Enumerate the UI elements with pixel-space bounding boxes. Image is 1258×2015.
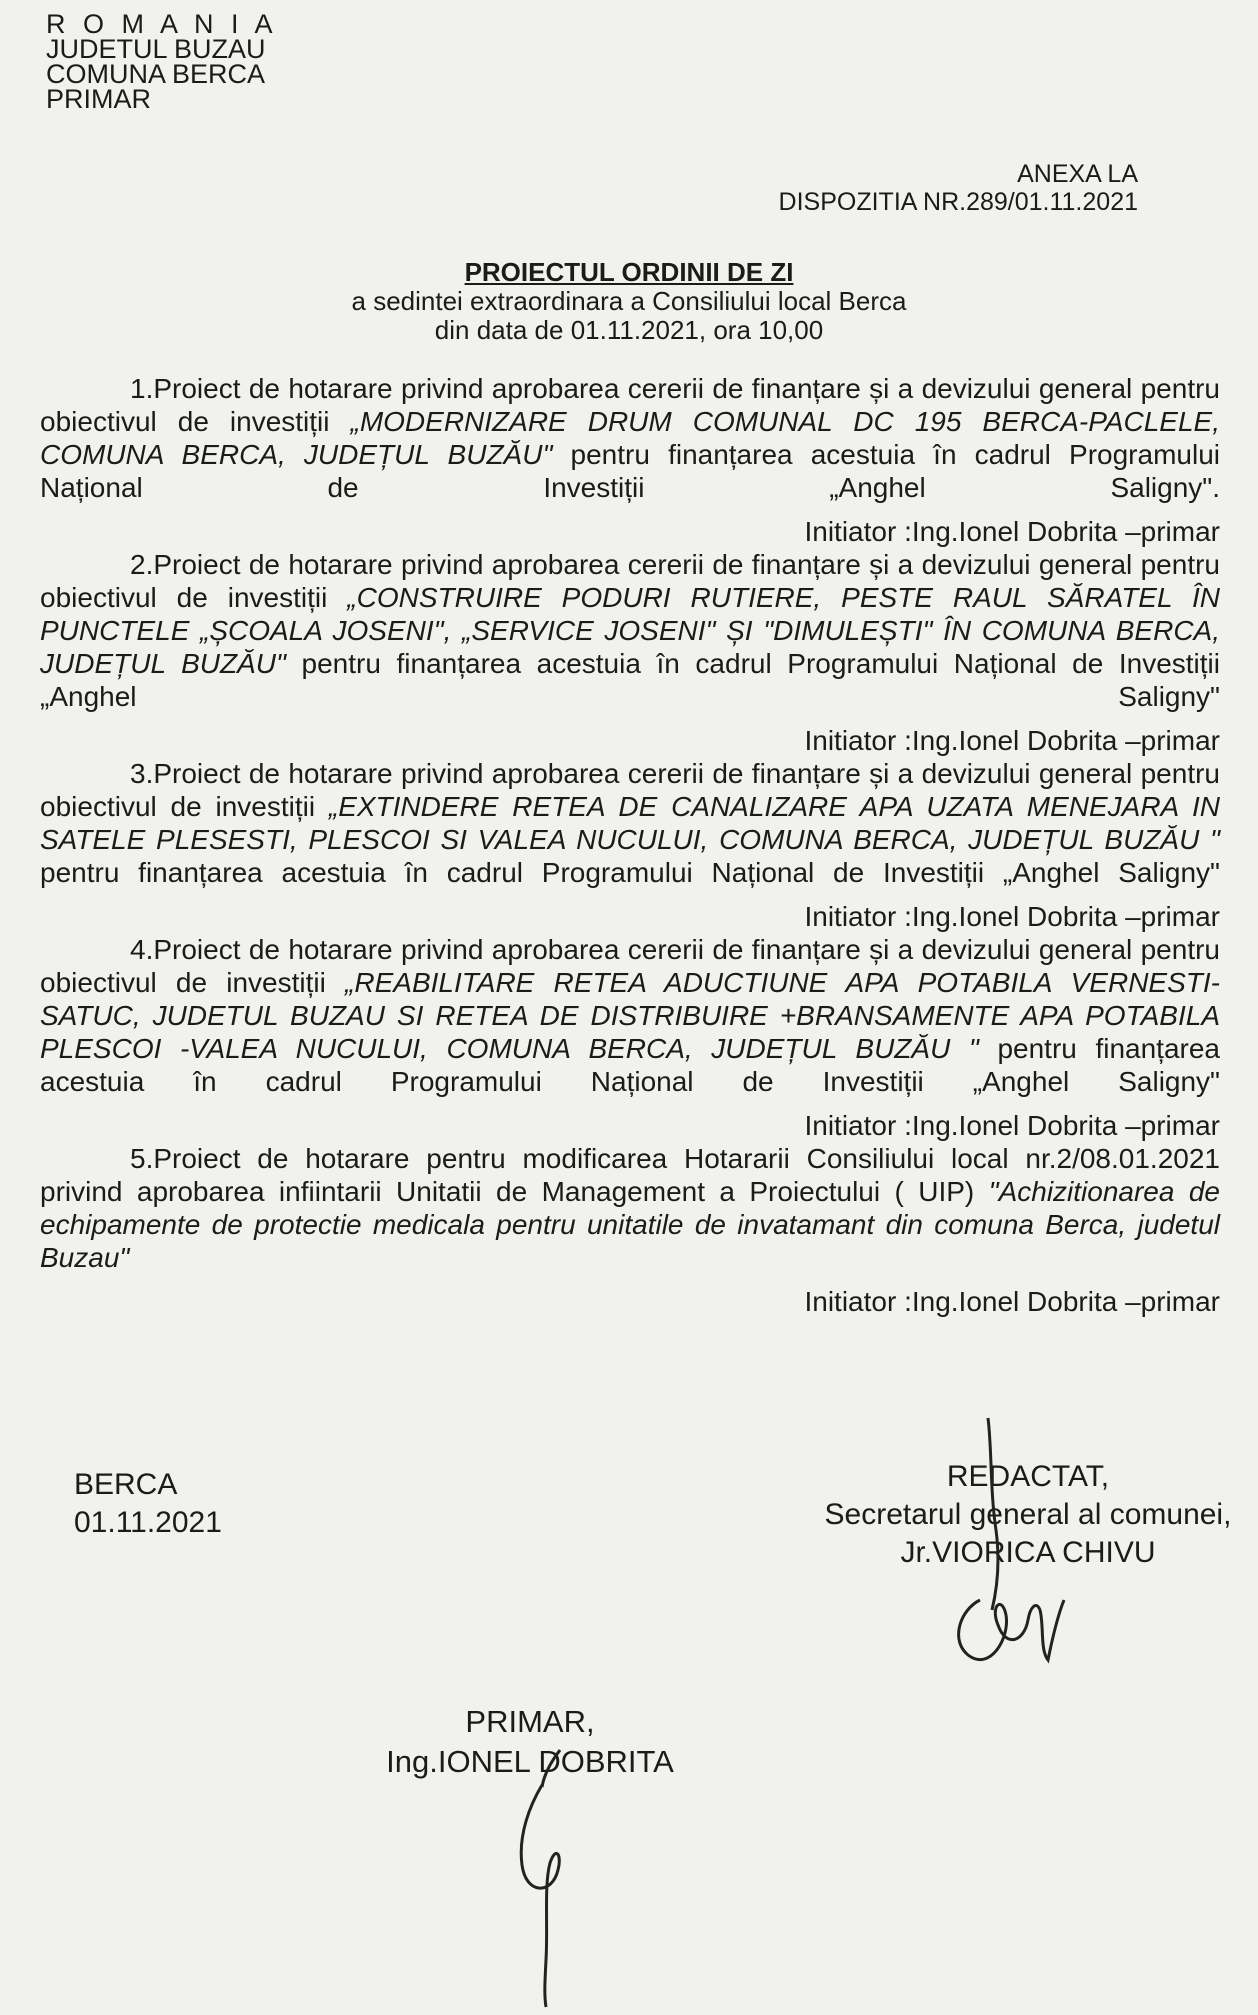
- item-outro: pentru finanțarea acestuia în cadrul Programului Național de Investiții „Anghel Saligny": [40, 857, 1220, 888]
- agenda-item: [40, 933, 1220, 1142]
- item-initiator: Initiator :Ing.Ionel Dobrita –primar: [804, 1110, 1220, 1141]
- header-commune: COMUNA BERCA: [46, 59, 266, 89]
- issuer-header: [46, 9, 278, 114]
- drafted-label: REDACTAT,: [946, 1460, 1110, 1493]
- place-name: BERCA: [74, 1468, 178, 1501]
- annex-label: ANEXA LA: [1017, 160, 1138, 188]
- item-object: "Achizitionarea de echipamente de protectie medicala pentru unitatile de invatamant din comuna Berca, judetul Buzau": [40, 1176, 1220, 1273]
- item-initiator: Initiator :Ing.Ionel Dobrita –primar: [804, 901, 1220, 932]
- agenda-item-text: [40, 1142, 1220, 1307]
- item-intro: 5.Proiect de hotarare pentru modificarea Hotararii Consiliului local nr.2/08.01.2021 privind aprobarea infiintarii Unitatii de Management a Proiectului ( UIP): [40, 1143, 1220, 1207]
- item-outro: pentru finanțarea acestuia în cadrul Programului Național de Investiții „Anghel Saligny".: [40, 439, 1220, 503]
- mayor-role: PRIMAR,: [465, 1704, 595, 1739]
- item-outro: pentru finanțarea acestuia în cadrul Programului Național de Investiții „Anghel Saligny": [40, 648, 1220, 712]
- item-intro: 3.Proiect de hotarare privind aprobarea cererii de finanțare și a devizului general pentru obiectivul de investiții: [40, 758, 1220, 822]
- place-date-block: [74, 1466, 222, 1542]
- title-subtitle-1: a sedintei extraordinara a Consiliului local Berca: [351, 286, 907, 316]
- item-object: „EXTINDERE RETEA DE CANALIZARE APA UZATA MENEJARA IN SATELE PLESESTI, PLESCOI SI VALEA NUCULUI, COMUNA BERCA, JUDEȚUL BUZĂU ": [40, 791, 1220, 855]
- secretary-role: Secretarul general al comunei,: [824, 1498, 1232, 1531]
- agenda-item-text: [40, 548, 1220, 746]
- secretary-name: Jr.VIORICA CHIVU: [900, 1536, 1156, 1569]
- agenda-item: [40, 757, 1220, 933]
- mayor-name: Ing.IONEL DOBRITA: [386, 1744, 674, 1779]
- item-intro: 2.Proiect de hotarare privind aprobarea cererii de finanțare și a devizului general pentru obiectivul de investiții: [40, 549, 1220, 613]
- agenda-item: [40, 1142, 1220, 1318]
- annex-reference: [779, 160, 1138, 216]
- agenda-item: [40, 372, 1220, 548]
- document-date: 01.11.2021: [74, 1506, 222, 1539]
- agenda-item: [40, 548, 1220, 757]
- header-office: PRIMAR: [46, 84, 152, 114]
- item-outro: pentru finanțarea acestuia în cadrul Programului Național de Investiții „Anghel Saligny": [40, 1033, 1220, 1097]
- agenda-item-text: [40, 933, 1220, 1131]
- secretary-signature: [940, 1410, 1090, 1680]
- item-initiator: Initiator :Ing.Ionel Dobrita –primar: [804, 516, 1220, 547]
- mayor-signature: [500, 1745, 590, 2015]
- item-object: „CONSTRUIRE PODURI RUTIERE, PESTE RAUL SĂRATEL ÎN PUNCTELE „ȘCOALA JOSENI", „SERVICE JOSENI" ȘI "DIMULEȘTI" ÎN COMUNA BERCA, JUDEȚUL BUZĂU": [40, 582, 1220, 679]
- item-initiator: Initiator :Ing.Ionel Dobrita –primar: [804, 725, 1220, 756]
- title-subtitle-2: din data de 01.11.2021, ora 10,00: [434, 315, 824, 345]
- item-object: „MODERNIZARE DRUM COMUNAL DC 195 BERCA-PACLELE, COMUNA BERCA, JUDEȚUL BUZĂU": [40, 406, 1220, 470]
- header-country: R O M A N I A: [46, 9, 278, 39]
- annex-disposition: DISPOZITIA NR.289/01.11.2021: [778, 188, 1138, 216]
- item-object: „REABILITARE RETEA ADUCTIUNE APA POTABILA VERNESTI-SATUC, JUDETUL BUZAU SI RETEA DE DISTRIBUIRE +BRANSAMENTE APA POTABILA PLESCOI -VALEA NUCULUI, COMUNA BERCA, JUDEȚUL BUZĂU ": [40, 967, 1220, 1064]
- agenda-items: [40, 372, 1220, 1318]
- item-initiator: Initiator :Ing.Ionel Dobrita –primar: [804, 1286, 1220, 1317]
- header-county: JUDETUL BUZAU: [46, 34, 266, 64]
- agenda-item-text: [40, 372, 1220, 537]
- item-intro: 1.Proiect de hotarare privind aprobarea cererii de finanțare și a devizului general pentru obiectivul de investiții: [40, 373, 1220, 437]
- agenda-item-text: [40, 757, 1220, 922]
- title-main: PROIECTUL ORDINII DE ZI: [464, 257, 794, 287]
- item-intro: 4.Proiect de hotarare privind aprobarea cererii de finanțare și a devizului general pentru obiectivul de investiții: [40, 934, 1220, 998]
- document-title: [0, 258, 1258, 345]
